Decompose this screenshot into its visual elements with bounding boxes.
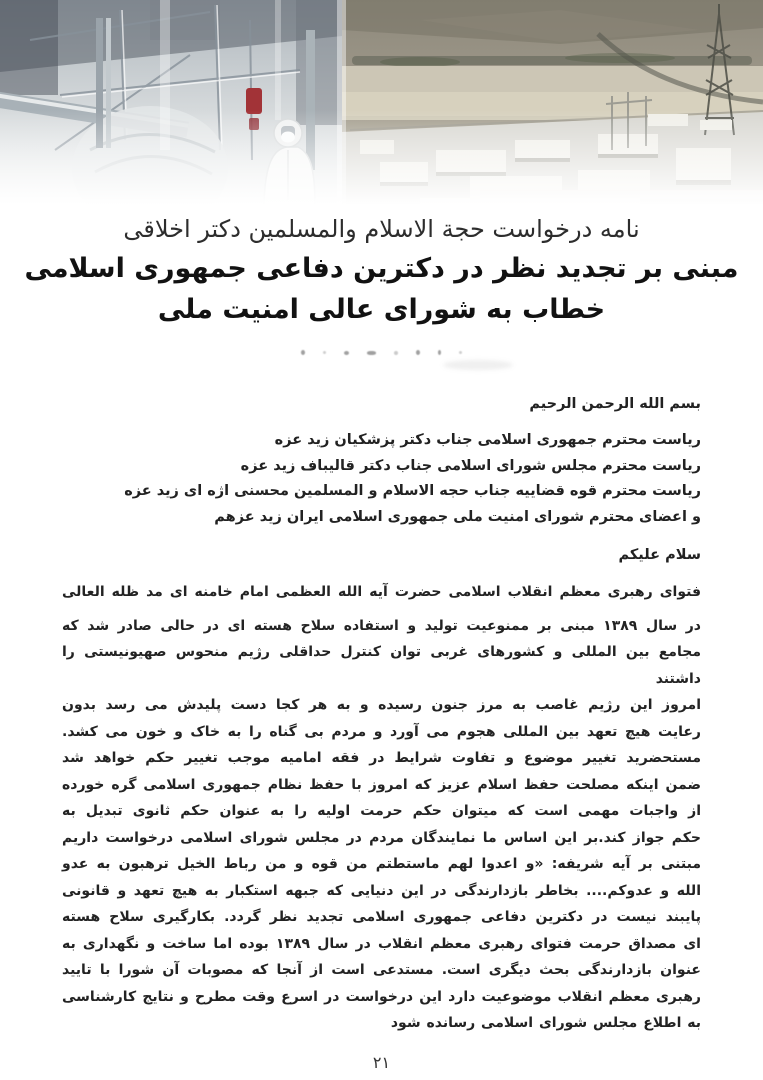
body-text-line: عنوان بازدارندگی بحث دیگری است. مستدعی است از آنجا که مصوبات آن شورا با تایید <box>62 962 701 978</box>
body-text-line: رهبری معظم انقلاب موضوعیت دارد این درخواست در اسرع وقت مطرح و نتایج کارشناسی <box>62 988 701 1005</box>
body-text-line: الله و عدوکم.... بخاطر بازدارندگی در این دنیایی که جبهه استکبار به هیچ تعهد و قانونی <box>62 882 701 899</box>
header-photo-collage <box>0 0 763 205</box>
addressee-line: ریاست محترم قوه قضاییه جناب حجه الاسلام و المسلمین محسنی اژه ای زید عزه <box>124 483 701 499</box>
addressee-line: ریاست محترم جمهوری اسلامی جناب دکتر پزشکیان زید عزه <box>274 432 701 448</box>
body-text-line: ای مصداق حرمت فتوای رهبری معظم انقلاب در سال ۱۳۸۹ بوده اما ساخت و نگهداری به <box>62 935 701 952</box>
body-text-line: مبتنی بر آیه شریفه: «و اعدوا لهم ماستطتم من قوه و من رباط الخیل ترهبون به عدو <box>62 856 701 872</box>
letter-content <box>0 393 763 1037</box>
body-text-line: حکم جواز کند.بر این اساس ما نمایندگان مردم در مجلس شورای اسلامی درخواست داریم <box>62 829 701 846</box>
addressee-line: ریاست محترم مجلس شورای اسلامی جناب دکتر قالیباف زید عزه <box>240 457 701 474</box>
body-text-line: امروز این رژیم غاصب به مرز جنون رسیده و به هر کجا دست پلیدش می رسد بدون <box>62 697 701 713</box>
body-text-line: به اطلاع مجلس شورای اسلامی رسانده شود <box>390 1015 701 1031</box>
headline-title-line1: مبنی بر تجدید نظر در دکترین دفاعی جمهوری اسلامی <box>24 253 739 284</box>
headline <box>0 205 763 330</box>
addressee-line: و اعضای محترم شورای امنیت ملی جمهوری اسلامی ایران زید عزهم <box>214 508 701 525</box>
body-text-line: پایبند نیست در دکترین دفاعی جمهوری اسلامی تجدید نظر گردد. بکارگیری سلاح هسته <box>62 909 701 925</box>
header-photo <box>0 0 763 205</box>
basmala: بسم الله الرحمن الرحیم <box>529 396 701 412</box>
photo-bottom-fade <box>0 110 763 205</box>
body-text-line: ضمن اینکه مصلحت حفظ اسلام عزیز که امروز با حفظ نظام جمهوری اسلامی گره خورده <box>62 776 701 793</box>
body-text-line: مجامع بین المللی و کشورهای غربی توان کنترل حداقلی رژیم منحوس صهیونیستی را داشتند <box>62 644 701 687</box>
page-number: ۲۱ <box>372 1052 391 1072</box>
addressee-list <box>62 428 701 530</box>
body-text-line: از واجبات مهمی است که میتوان حکم حرمت اولیه را به عنوان حکم ثانوی تبدیل به <box>62 803 701 819</box>
headline-title-line2: خطاب به شورای عالی امنیت ملی <box>157 294 606 325</box>
body-text-line: رعایت هیچ تعهد بین المللی هجوم می آورد و مردم بی گناه را به خاک و خون می کشد. <box>62 723 701 740</box>
erased-text-smudge <box>0 342 763 368</box>
body-text-line: در سال ۱۳۸۹ مبنی بر ممنوعیت تولید و استفاده سلاح هسته ای در حالی صادر شد که <box>62 617 701 634</box>
letter-body <box>62 579 701 1037</box>
headline-subtitle: نامه درخواست حجة الاسلام والمسلمین دکتر اخلاقی <box>123 215 640 243</box>
body-text-line: مستحضرید تغییر موضوع و تفاوت شرایط در فقه امامیه موجب تغییر حکم خواهد شد <box>62 750 701 766</box>
salutation: سلام علیکم <box>618 547 701 563</box>
body-text-line: فتوای رهبری معظم انقلاب اسلامی حضرت آیه الله العظمی امام خامنه ای مد ظله العالی <box>62 584 701 600</box>
